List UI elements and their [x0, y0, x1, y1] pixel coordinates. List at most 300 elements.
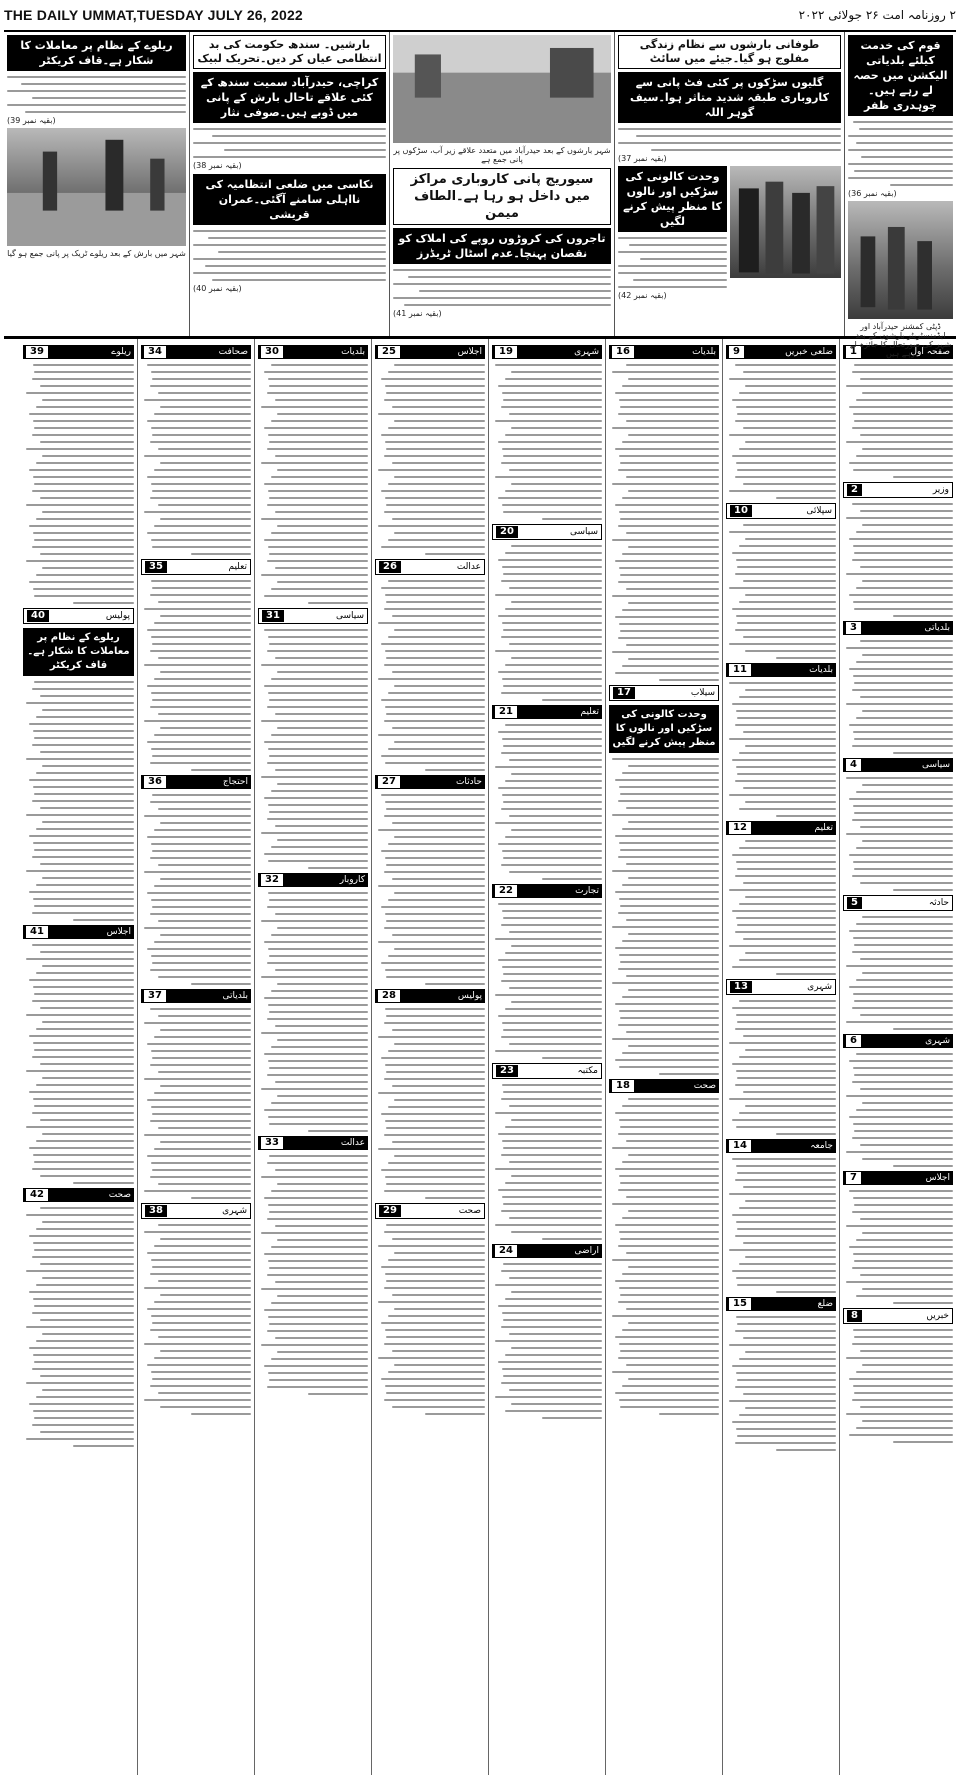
text-line — [628, 658, 719, 660]
text-line — [261, 832, 368, 834]
text-line — [622, 553, 719, 555]
text-line — [846, 1151, 953, 1153]
continuation-number: 3 — [846, 622, 861, 634]
text-line — [26, 392, 134, 394]
text-line — [739, 959, 836, 961]
text-line — [626, 807, 720, 809]
text-line — [501, 1210, 602, 1212]
text-line — [269, 755, 368, 757]
text-line — [144, 399, 251, 401]
text-line — [862, 784, 953, 786]
text-line — [42, 709, 134, 711]
text-line — [271, 1102, 368, 1104]
text-line — [737, 1077, 836, 1079]
text-line — [268, 434, 368, 436]
text-line — [615, 947, 720, 949]
text-line — [745, 952, 836, 954]
article-text — [258, 1155, 368, 1395]
continuation-number: 20 — [496, 526, 518, 538]
text-line — [34, 1105, 134, 1107]
text-line — [308, 867, 369, 869]
text-line — [856, 717, 953, 719]
text-line — [275, 1081, 369, 1083]
text-line — [269, 441, 368, 443]
text-line — [261, 920, 368, 922]
text-line — [739, 847, 836, 849]
text-line — [147, 1043, 252, 1045]
text-line — [729, 643, 836, 645]
text-line — [151, 1259, 251, 1261]
continuation-header — [141, 989, 251, 1003]
text-line — [893, 1441, 954, 1443]
text-line — [737, 469, 836, 471]
text-line — [42, 567, 134, 569]
text-line — [151, 1106, 251, 1108]
text-line — [626, 1140, 720, 1142]
text-line — [384, 871, 485, 873]
text-line — [40, 807, 134, 809]
text-line — [735, 573, 836, 575]
photo-caption: شہر میں بارش کے بعد ریلوے ٹریک پر پانی جمع ہو گیا — [7, 249, 186, 258]
continuation-title: سیاسی — [921, 760, 950, 770]
text-line — [147, 420, 252, 422]
text-line — [735, 364, 836, 366]
text-line — [735, 420, 836, 422]
continuation-title: بلدیات — [692, 347, 716, 357]
text-line — [394, 364, 485, 366]
text-line — [854, 1336, 953, 1338]
text-line — [620, 1017, 719, 1019]
text-line — [509, 1389, 603, 1391]
text-line — [737, 1284, 836, 1286]
column-4 — [488, 339, 605, 1775]
text-line — [732, 1007, 837, 1009]
text-line — [736, 917, 836, 919]
text-line — [618, 637, 719, 639]
text-line — [160, 1406, 251, 1408]
text-line — [856, 455, 953, 457]
text-line — [152, 906, 251, 908]
text-line — [729, 1193, 836, 1195]
text-line — [619, 1010, 719, 1012]
text-line — [846, 1095, 953, 1097]
text-line — [501, 980, 602, 982]
text-line — [388, 955, 485, 957]
text-line — [511, 483, 602, 485]
continuation-title: تعلیم — [580, 707, 599, 717]
text-line — [628, 1154, 719, 1156]
text-line — [501, 1154, 602, 1156]
text-line — [40, 1263, 134, 1265]
text-line — [853, 1123, 953, 1125]
photo-icon — [7, 128, 186, 246]
text-line — [498, 441, 603, 443]
text-line — [33, 532, 134, 534]
text-line — [502, 1368, 602, 1370]
continuation-number: 25 — [378, 346, 400, 358]
text-line — [735, 1179, 836, 1181]
text-line — [495, 1168, 602, 1170]
text-line — [853, 1385, 953, 1387]
text-line — [154, 1301, 251, 1303]
text-line — [34, 993, 134, 995]
text-line — [511, 1119, 602, 1121]
text-line — [384, 1287, 485, 1289]
text-line — [860, 1014, 954, 1016]
text-line — [394, 532, 485, 534]
text-line — [856, 1109, 953, 1111]
text-line — [261, 1032, 368, 1034]
text-line — [269, 699, 368, 701]
text-line — [394, 420, 485, 422]
text-line — [160, 671, 251, 673]
article-text — [609, 1098, 719, 1415]
text-line — [381, 1057, 486, 1059]
text-line — [732, 552, 837, 554]
text-line — [29, 1147, 134, 1149]
continuation-header — [23, 925, 134, 939]
text-line — [385, 1120, 485, 1122]
text-line — [269, 1155, 368, 1157]
text-line — [261, 1088, 368, 1090]
text-line — [743, 938, 837, 940]
text-line — [612, 483, 719, 485]
continuation-title: اجلاس — [106, 927, 131, 937]
continuation-number: 13 — [730, 981, 752, 993]
text-line — [267, 392, 368, 394]
text-line — [268, 748, 368, 750]
text-line — [615, 1059, 720, 1061]
text-line — [154, 622, 251, 624]
text-line — [378, 525, 485, 527]
text-line — [736, 1070, 836, 1072]
text-line — [73, 1445, 134, 1447]
article-text — [726, 840, 836, 975]
text-line — [264, 1109, 369, 1111]
text-line — [144, 664, 251, 666]
text-line — [736, 615, 836, 617]
text-line — [277, 413, 368, 415]
text-line — [615, 1168, 720, 1170]
top-story-5 — [4, 32, 189, 336]
text-line — [264, 685, 369, 687]
text-line — [271, 1302, 368, 1304]
text-line — [739, 601, 836, 603]
continuation-header — [843, 1308, 953, 1324]
continuation-title: جامعہ — [810, 1141, 833, 1151]
text-line — [160, 1029, 251, 1031]
text-line — [29, 723, 134, 725]
article-text — [492, 724, 602, 880]
text-line — [846, 1021, 953, 1023]
text-line — [854, 738, 953, 740]
text-line — [268, 860, 368, 862]
continuation-title: تعلیم — [814, 823, 833, 833]
text-line — [268, 1316, 368, 1318]
text-line — [388, 539, 485, 541]
text-line — [384, 608, 485, 610]
text-line — [394, 1155, 485, 1157]
photo-icon — [730, 166, 841, 278]
text-line — [619, 898, 719, 900]
text-line — [264, 427, 369, 429]
text-line — [729, 490, 836, 492]
text-line — [511, 1175, 602, 1177]
text-line — [191, 769, 252, 771]
text-line — [732, 759, 837, 761]
text-line — [503, 1319, 602, 1321]
continuation-number: 41 — [26, 926, 48, 938]
article-text — [258, 892, 368, 1132]
continuation-title: سپلائی — [806, 506, 832, 516]
text-line — [615, 1003, 720, 1005]
text-line — [618, 1024, 719, 1026]
text-line — [498, 1361, 603, 1363]
text-line — [732, 1063, 837, 1065]
text-line — [628, 490, 719, 492]
text-line — [852, 1399, 953, 1401]
text-line — [853, 413, 953, 415]
text-line — [40, 1431, 134, 1433]
text-line — [739, 448, 836, 450]
text-line — [732, 966, 837, 968]
text-line — [29, 469, 134, 471]
text-line — [495, 1340, 602, 1342]
text-line — [853, 993, 953, 995]
text-line — [615, 891, 720, 893]
text-line — [160, 727, 251, 729]
continuation-title: بلدیات — [809, 665, 833, 675]
continuation-header — [23, 608, 134, 624]
text-line — [619, 1175, 719, 1177]
text-line — [158, 601, 252, 603]
text-line — [40, 441, 134, 443]
continuation-number: 21 — [495, 706, 517, 718]
text-line — [144, 871, 251, 873]
text-line — [739, 1358, 836, 1360]
text-line — [381, 906, 486, 908]
text-line — [264, 629, 369, 631]
continuation-number: 16 — [612, 346, 634, 358]
text-line — [860, 1274, 954, 1276]
text-line — [147, 948, 252, 950]
text-line — [392, 406, 486, 408]
text-line — [542, 699, 603, 701]
text-line — [160, 878, 251, 880]
text-line — [152, 1113, 251, 1115]
text-line — [392, 1406, 486, 1408]
text-line — [846, 777, 953, 779]
continuation-label: (بقیہ نمبر 39) — [7, 116, 56, 125]
continuation-number: 19 — [495, 346, 517, 358]
article-text — [23, 1207, 134, 1447]
text-line — [33, 364, 134, 366]
continuation-number: 38 — [145, 1205, 167, 1217]
text-line — [893, 1165, 954, 1167]
text-line — [628, 1322, 719, 1324]
continuation-title: عدالت — [340, 1138, 365, 1148]
text-line — [275, 1281, 369, 1283]
text-line — [385, 385, 485, 387]
text-line — [261, 976, 368, 978]
text-line — [261, 664, 368, 666]
text-line — [626, 975, 720, 977]
text-line — [495, 420, 602, 422]
text-line — [732, 1365, 837, 1367]
text-line — [495, 938, 602, 940]
text-line — [29, 413, 134, 415]
text-line — [29, 1403, 134, 1405]
text-line — [736, 1014, 836, 1016]
text-line — [154, 678, 251, 680]
text-line — [854, 1204, 953, 1206]
text-line — [36, 972, 134, 974]
text-line — [33, 786, 134, 788]
text-line — [381, 850, 486, 852]
text-line — [745, 650, 836, 652]
continuation-header — [492, 524, 602, 540]
text-line — [42, 1277, 134, 1279]
text-line — [846, 1225, 953, 1227]
text-line — [739, 903, 836, 905]
article-text — [609, 364, 719, 681]
text-line — [151, 955, 251, 957]
text-line — [501, 1098, 602, 1100]
text-line — [152, 1169, 251, 1171]
text-line — [622, 828, 719, 830]
text-line — [739, 392, 836, 394]
text-line — [386, 448, 485, 450]
text-line — [40, 863, 134, 865]
text-line — [275, 769, 369, 771]
text-line — [425, 553, 486, 555]
text-line — [622, 665, 719, 667]
text-line — [745, 1105, 836, 1107]
text-line — [846, 965, 953, 967]
text-line — [152, 699, 251, 701]
text-line — [378, 678, 485, 680]
text-line — [386, 1392, 485, 1394]
text-line — [729, 1400, 836, 1402]
text-line — [502, 850, 602, 852]
text-line — [308, 602, 369, 604]
text-line — [384, 927, 485, 929]
continuation-title: بلدیات — [341, 347, 365, 357]
text-line — [503, 1203, 602, 1205]
text-line — [509, 1333, 603, 1335]
text-line — [739, 752, 836, 754]
text-line — [628, 821, 719, 823]
text-line — [737, 622, 836, 624]
text-line — [503, 745, 602, 747]
continuation-title: وزیر — [932, 485, 949, 495]
text-line — [385, 1008, 485, 1010]
text-line — [502, 1140, 602, 1142]
text-line — [36, 772, 134, 774]
article-text — [375, 1008, 485, 1199]
text-line — [384, 455, 485, 457]
text-line — [267, 1386, 368, 1388]
text-line — [622, 1273, 719, 1275]
continuation-header — [492, 1063, 602, 1079]
continuation-number: 36 — [144, 776, 166, 788]
text-line — [622, 1052, 719, 1054]
column-headline: ریلوے کے نظام پر معاملات کا شکار ہے۔قاف کریکٹر — [23, 628, 134, 676]
text-line — [503, 573, 602, 575]
continuation-title: صحت — [693, 1081, 716, 1091]
text-line — [511, 1231, 602, 1233]
text-line — [729, 945, 836, 947]
text-line — [509, 643, 603, 645]
continuation-title: صحافت — [218, 347, 248, 357]
text-line — [620, 630, 719, 632]
text-line — [849, 538, 954, 540]
text-line — [615, 392, 720, 394]
text-line — [862, 580, 953, 582]
text-line — [743, 524, 837, 526]
continuation-title: سیاسی — [569, 527, 598, 537]
text-line — [743, 636, 837, 638]
text-line — [264, 595, 369, 597]
continuation-title: سیلاب — [690, 688, 715, 698]
text-line — [268, 892, 368, 894]
text-line — [612, 371, 719, 373]
text-line — [505, 552, 602, 554]
text-line — [745, 840, 836, 842]
continuation-number: 27 — [378, 776, 400, 788]
text-line — [34, 1161, 134, 1163]
text-line — [849, 724, 954, 726]
text-line — [505, 1410, 602, 1412]
text-line — [776, 973, 837, 975]
text-line — [158, 1224, 252, 1226]
text-line — [612, 651, 719, 653]
text-line — [745, 385, 836, 387]
text-line — [502, 794, 602, 796]
text-line — [732, 399, 837, 401]
continuation-header — [141, 345, 251, 359]
continuation-title: ضلع — [817, 1299, 833, 1309]
text-line — [853, 861, 953, 863]
text-line — [735, 1084, 836, 1086]
text-line — [26, 758, 134, 760]
text-line — [620, 518, 719, 520]
text-line — [33, 588, 134, 590]
text-line — [495, 1050, 602, 1052]
text-line — [386, 1183, 485, 1185]
text-line — [152, 1057, 251, 1059]
text-line — [158, 1392, 252, 1394]
article-text — [618, 237, 727, 288]
text-line — [626, 532, 720, 534]
text-line — [735, 931, 836, 933]
text-line — [26, 448, 134, 450]
text-line — [853, 805, 953, 807]
text-line — [378, 413, 485, 415]
text-line — [36, 1140, 134, 1142]
text-line — [852, 1211, 953, 1213]
text-line — [511, 427, 602, 429]
text-line — [511, 945, 602, 947]
text-line — [277, 927, 368, 929]
text-line — [34, 1361, 134, 1363]
text-line — [495, 1396, 602, 1398]
text-line — [628, 1210, 719, 1212]
text-line — [622, 884, 719, 886]
continuation-number: 28 — [378, 990, 400, 1002]
text-line — [425, 769, 486, 771]
text-line — [729, 587, 836, 589]
